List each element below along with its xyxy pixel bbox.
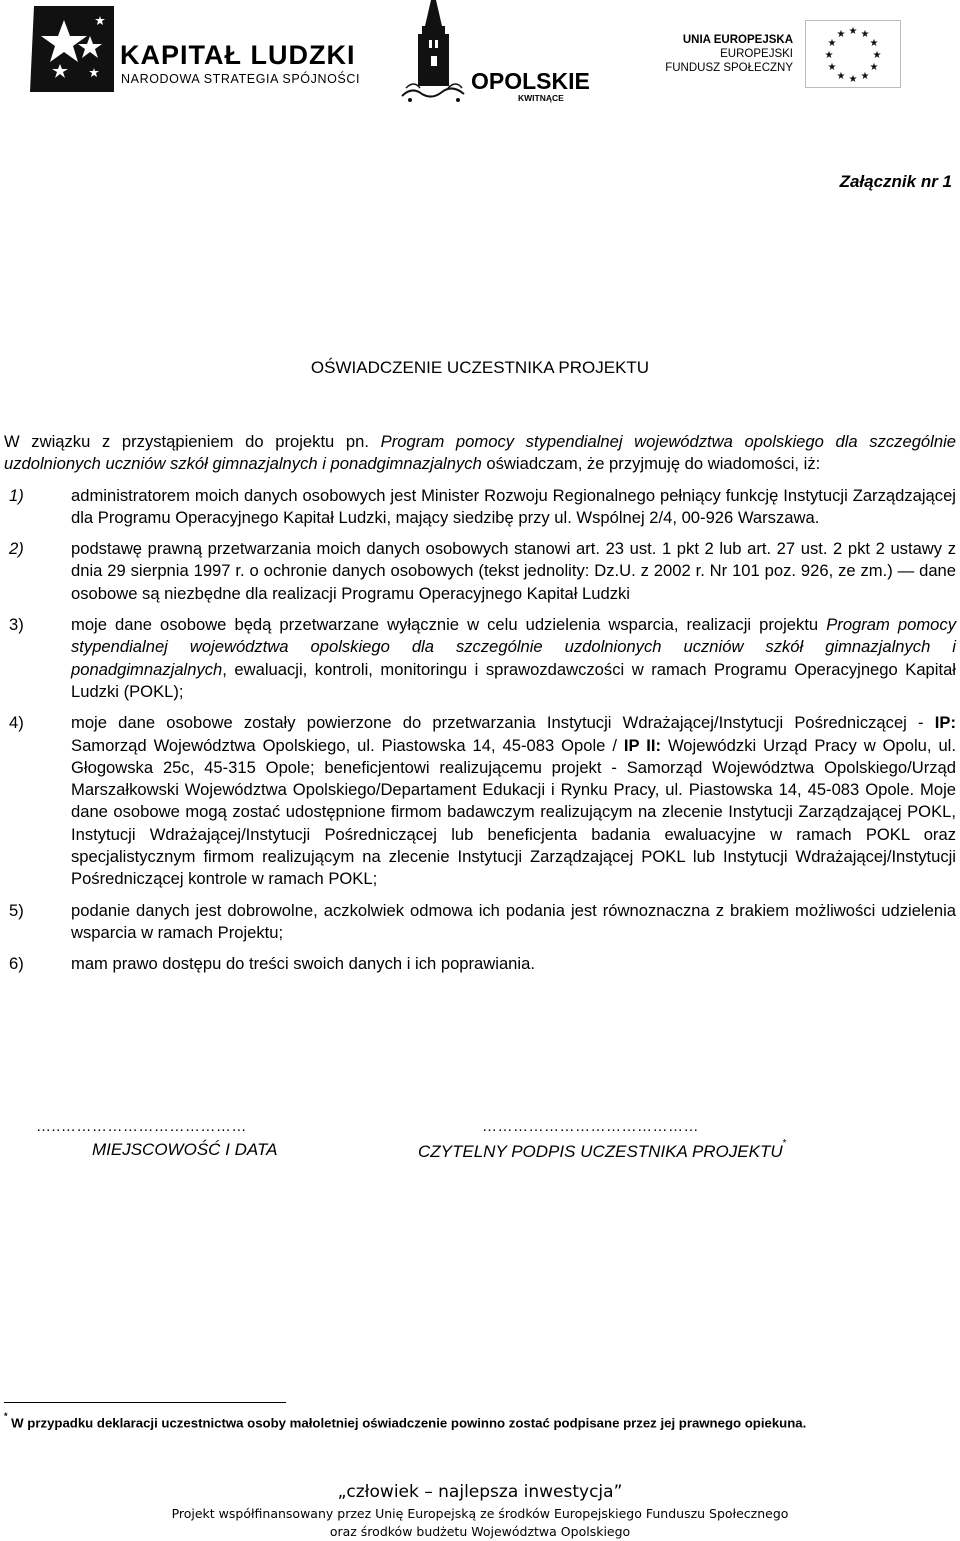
annex-label: Załącznik nr 1 xyxy=(839,172,952,191)
list-item xyxy=(4,953,956,975)
item-number: 5) xyxy=(9,900,24,920)
svg-text:★: ★ xyxy=(872,50,882,61)
item-text-a: moje dane osobowe będą przetwarzane wyłącznie w celu udzielenia wsparcia, realizacji projektu xyxy=(71,615,827,635)
item-text-c: Samorząd Województwa Opolskiego, ul. Piastowska 14, 45-083 Opole / xyxy=(71,735,624,755)
eu-line-2: EUROPEJSKI xyxy=(720,48,793,60)
footer-line-2: oraz środków budżetu Województwa Opolskiego xyxy=(329,1524,631,1539)
intro-text-a: W związku z przystąpieniem do projektu pn. xyxy=(4,432,381,451)
eu-line-1: UNIA EUROPEJSKA xyxy=(682,34,793,46)
item-text xyxy=(71,712,956,890)
svg-text:★: ★ xyxy=(860,71,870,82)
place-date-line: …..……………………………… xyxy=(36,1118,247,1135)
project-name: Program pomocy stypendialnej województwa opolskiego dla szczególnie uzdolnionych uczniów szkół gimnazjalnych i ponadgimnazjalnych xyxy=(71,615,957,679)
svg-text:★: ★ xyxy=(827,38,837,49)
kapital-ludzki-logo xyxy=(30,6,360,92)
footnote-divider xyxy=(4,1402,286,1403)
opolskie-subtitle: KWITNĄCE xyxy=(518,93,564,103)
list-item xyxy=(4,485,956,530)
document-title: OŚWIADCZENIE UCZESTNIKA PROJEKTU xyxy=(310,358,650,377)
eu-flag-icon xyxy=(805,20,901,88)
list-item xyxy=(4,712,956,890)
svg-text:★: ★ xyxy=(869,38,879,49)
intro-text-c: oświadczam, że przyjmuję do wiadomości, iż: xyxy=(481,454,821,474)
list-item xyxy=(4,900,956,945)
eu-logo xyxy=(655,20,905,90)
signature-line: …………………………………… xyxy=(482,1118,699,1135)
ip-label: IP: xyxy=(934,713,956,733)
opolskie-logo xyxy=(398,0,590,104)
list-item xyxy=(4,538,956,605)
kapital-ludzki-subtitle: NARODOWA STRATEGIA SPÓJNOŚCI xyxy=(121,72,361,86)
item-number: 4) xyxy=(9,713,24,733)
intro-paragraph xyxy=(4,431,956,476)
item-number: 3) xyxy=(9,615,24,635)
item-text-c: , ewaluacji, kontroli, monitoringu i sprawozdawczości w ramach Programu Operacyjnego Kapitał Ludzki (POKL); xyxy=(71,659,956,701)
footer-slogan: „człowiek – najlepsza inwestycja” xyxy=(337,1482,623,1502)
list-item xyxy=(4,614,956,703)
svg-text:★: ★ xyxy=(836,29,846,40)
item-text-a: moje dane osobowe zostały powierzone do przetwarzania Instytucji Wdrażającej/Instytucji Pośredniczącej - xyxy=(71,713,935,733)
declaration-body xyxy=(4,431,956,985)
signature-label-wrap xyxy=(418,1138,787,1162)
footer-line-1: Projekt współfinansowany przez Unię Europejską ze środków Europejskiego Funduszu Społecznego xyxy=(171,1506,789,1521)
footnote xyxy=(4,1411,807,1431)
footnote-marker: * xyxy=(782,1138,787,1150)
signature-label: CZYTELNY PODPIS UCZESTNIKA PROJEKTU xyxy=(418,1142,783,1161)
item-number: 2) xyxy=(9,539,24,559)
svg-text:★: ★ xyxy=(836,71,846,82)
opolskie-tower-icon xyxy=(398,0,470,104)
item-number: 1) xyxy=(9,485,24,505)
item-text-e: Wojewódzki Urząd Pracy w Opolu, ul. Głogowska 25c, 45-315 Opole; beneficjentowi realizującemu projekt - Samorząd Województwa Opolskiego/Urząd Marszałkowski Województwa Opolskiego/Departament Edukacji i Rynku Pracy, ul. Piastowska 14, 45-083 Opole. Moje dane osobowe mogą zostać udostępnione firmom badawczym realizującym na zlecenie Instytucji Zarządzającej POKL, Instytucji Wdrażającej/Instytucji Pośredniczącej lub beneficjenta badania ewaluacyjne w ramach POKL oraz specjalistycznym firmom realizującym na zlecenie Instytucji Zarządzającej POKL lub Instytucji Wdrażającej/Instytucji Pośredniczącej kontrole w ramach POKL; xyxy=(71,735,956,889)
item-text: mam prawo dostępu do treści swoich danych i ich poprawiania. xyxy=(71,954,535,974)
item-text: administratorem moich danych osobowych jest Minister Rozwoju Regionalnego pełniący funkcję Instytucji Zarządzającej dla Programu Operacyjnego Kapitał Ludzki, mający siedzibę przy ul. Wspólnej 2/4, 00-926 Warszawa. xyxy=(71,485,956,527)
project-name: Program pomocy stypendialnej województwa opolskiego dla szczególnie uzdolnionych uczniów szkół gimnazjalnych i ponadgimnazjalnych xyxy=(4,432,956,474)
svg-text:★: ★ xyxy=(848,74,858,85)
footnote-mark: * xyxy=(4,1411,8,1421)
item-text xyxy=(71,614,956,703)
svg-text:★: ★ xyxy=(869,62,879,73)
footnote-text: W przypadku deklaracji uczestnictwa osoby małoletniej oświadczenie powinno zostać podpisane przez jej prawnego opiekuna. xyxy=(7,1415,807,1431)
item-number: 6) xyxy=(9,954,24,974)
kapital-ludzki-emblem-icon xyxy=(30,6,114,92)
svg-text:★: ★ xyxy=(827,62,837,73)
item-text: podstawę prawną przetwarzania moich danych osobowych stanowi art. 23 ust. 1 pkt 2 lub art. 27 ust. 2 pkt 2 ustawy z dnia 29 sierpnia 1997 r. o ochronie danych osobowych (tekst jednolity: Dz.U. z 2002 r. Nr 101 poz. 926, ze zm.) — dane osobowe są niezbędne dla realizacji Programu Operacyjnego Kapitał Ludzki xyxy=(71,539,956,603)
eu-line-3: FUNDUSZ SPOŁECZNY xyxy=(665,62,793,74)
svg-text:★: ★ xyxy=(860,29,870,40)
place-date-label: MIEJSCOWOŚĆ I DATA xyxy=(92,1140,278,1159)
opolskie-name: OPOLSKIE xyxy=(471,68,590,94)
svg-text:★: ★ xyxy=(848,26,858,37)
svg-text:★: ★ xyxy=(824,50,834,61)
kapital-ludzki-name: KAPITAŁ LUDZKI xyxy=(120,40,356,70)
ip-ii-label: IP II: xyxy=(623,735,661,755)
item-text: podanie danych jest dobrowolne, aczkolwiek odmowa ich podania jest równoznaczna z brakiem możliwości udzielenia wsparcia w ramach Projektu; xyxy=(71,900,956,942)
